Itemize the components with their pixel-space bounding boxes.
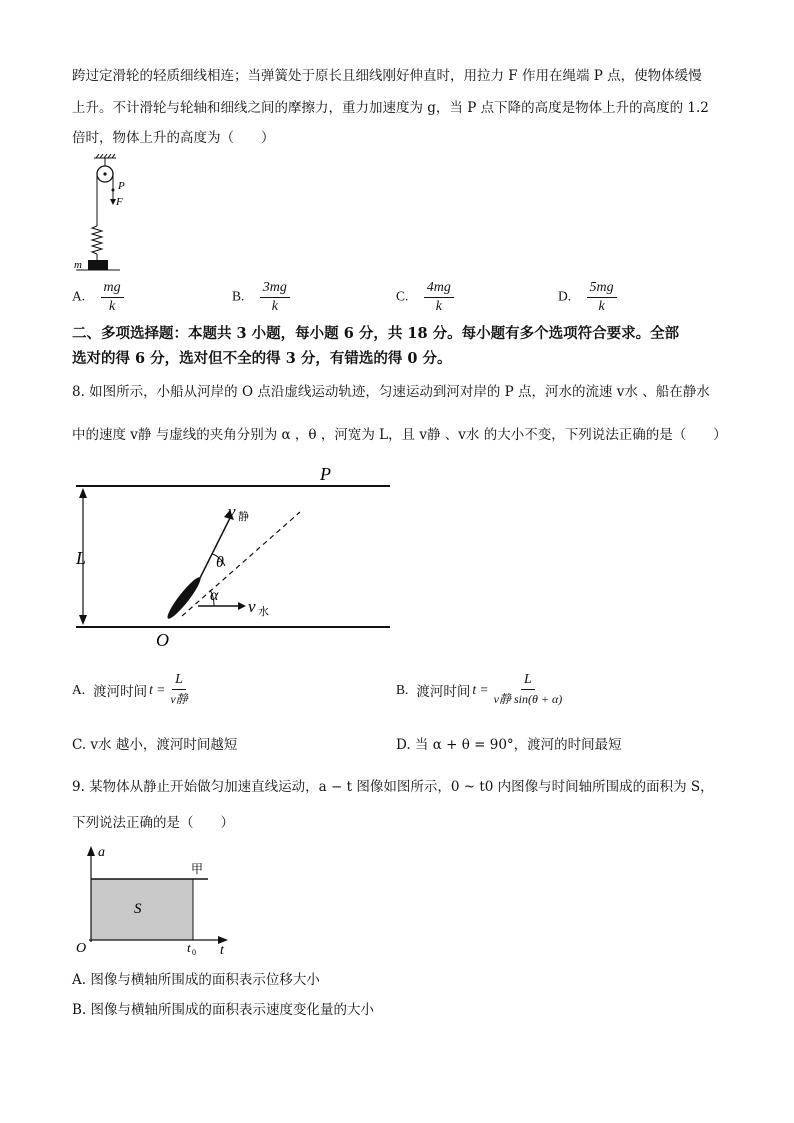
q8-option-d[interactable]: D. 当 α + θ = 90°，渡河的时间最短: [396, 737, 622, 753]
label-p: P: [320, 464, 331, 484]
q8-option-a[interactable]: A. 渡河时间 t = $\frac{L}{\text{v静}}$: [72, 672, 188, 706]
section-2-heading-line-1: 二、多项选择题：本题共 3 小题，每小题 6 分，共 18 分。每小题有多个选项符合要求。全部: [72, 325, 680, 342]
label-s: S: [134, 901, 142, 917]
q8-text-line-2: 中的速度 v静 与虚线的夹角分别为 α ，θ ，河宽为 L，且 v静 、v水 的大小不变，下列说法正确的是（ ）: [72, 427, 727, 443]
label-m: m: [74, 259, 82, 271]
label-a: a: [98, 845, 105, 860]
label-v-still-sub: 静: [238, 511, 249, 523]
q7-option-d[interactable]: D. $\frac{5mg}{k}$: [558, 280, 617, 315]
section-2-heading-line-2: 选对的得 6 分，选对但不全的得 3 分，有错选的得 0 分。: [72, 350, 452, 367]
label-t: t: [220, 943, 224, 955]
label-jia: 甲: [191, 862, 204, 876]
label-p: P: [118, 180, 125, 192]
label-t0: t: [187, 940, 191, 955]
label-l: L: [76, 548, 87, 568]
label-o: O: [76, 941, 87, 955]
q9-at-graph: [70, 840, 240, 955]
trajectory-dashed: [182, 512, 300, 616]
q7-pulley-spring-figure: [70, 152, 140, 276]
ceiling-hatch: [94, 154, 116, 158]
q7-text-line-1: 跨过定滑轮的轻质细线相连；当弹簧处于原长且细线刚好伸直时，用拉力 F 作用在绳端 P 点，使物体缓慢: [72, 68, 702, 84]
q9-text-line-2: 下列说法正确的是（ ）: [72, 815, 234, 831]
label-v-water: v: [248, 597, 256, 616]
q8-river-figure: [70, 460, 400, 650]
area-s: [91, 879, 193, 940]
q7-option-b[interactable]: B. $\frac{3mg}{k}$: [232, 280, 290, 315]
label-v-still: v: [228, 502, 236, 521]
q7-option-c[interactable]: C. $\frac{4mg}{k}$: [396, 280, 454, 315]
q9-text-line-1: 9. 某物体从静止开始做匀加速直线运动，a − t 图像如图所示，0 ~ t0 内图像与时间轴所围成的面积为 S，: [72, 779, 714, 795]
label-t0-sub: 0: [192, 948, 196, 955]
label-v-water-sub: 水: [258, 606, 269, 618]
q9-option-b[interactable]: B. 图像与横轴所围成的面积表示速度变化量的大小: [72, 1002, 375, 1018]
spring: [92, 226, 102, 254]
q9-option-a[interactable]: A. 图像与横轴所围成的面积表示位移大小: [72, 972, 320, 988]
q7-option-a[interactable]: A. $\frac{mg}{k}$: [72, 280, 124, 315]
q8-option-b[interactable]: B. 渡河时间 t = $\frac{L}{\text{v静 sin(θ + α)}}$: [396, 672, 563, 706]
block-m: [88, 260, 108, 270]
q7-text-line-2: 上升。不计滑轮与轮轴和细线之间的摩擦力，重力加速度为 g，当 P 点下降的高度是物体上升的高度的 1.2: [72, 100, 709, 116]
q8-option-c[interactable]: C. v水 越小，渡河时间越短: [72, 737, 238, 753]
v-still-arrow: [198, 518, 230, 582]
label-alpha: α: [210, 587, 219, 604]
q7-text-line-3: 倍时，物体上升的高度为（ ）: [72, 130, 275, 146]
label-theta: θ: [216, 554, 224, 571]
label-f: F: [116, 196, 123, 208]
label-o: O: [156, 630, 169, 650]
q8-text-line-1: 8. 如图所示，小船从河岸的 O 点沿虚线运动轨迹，匀速运动到河对岸的 P 点，河水的流速 v水 、船在静水: [72, 384, 710, 400]
